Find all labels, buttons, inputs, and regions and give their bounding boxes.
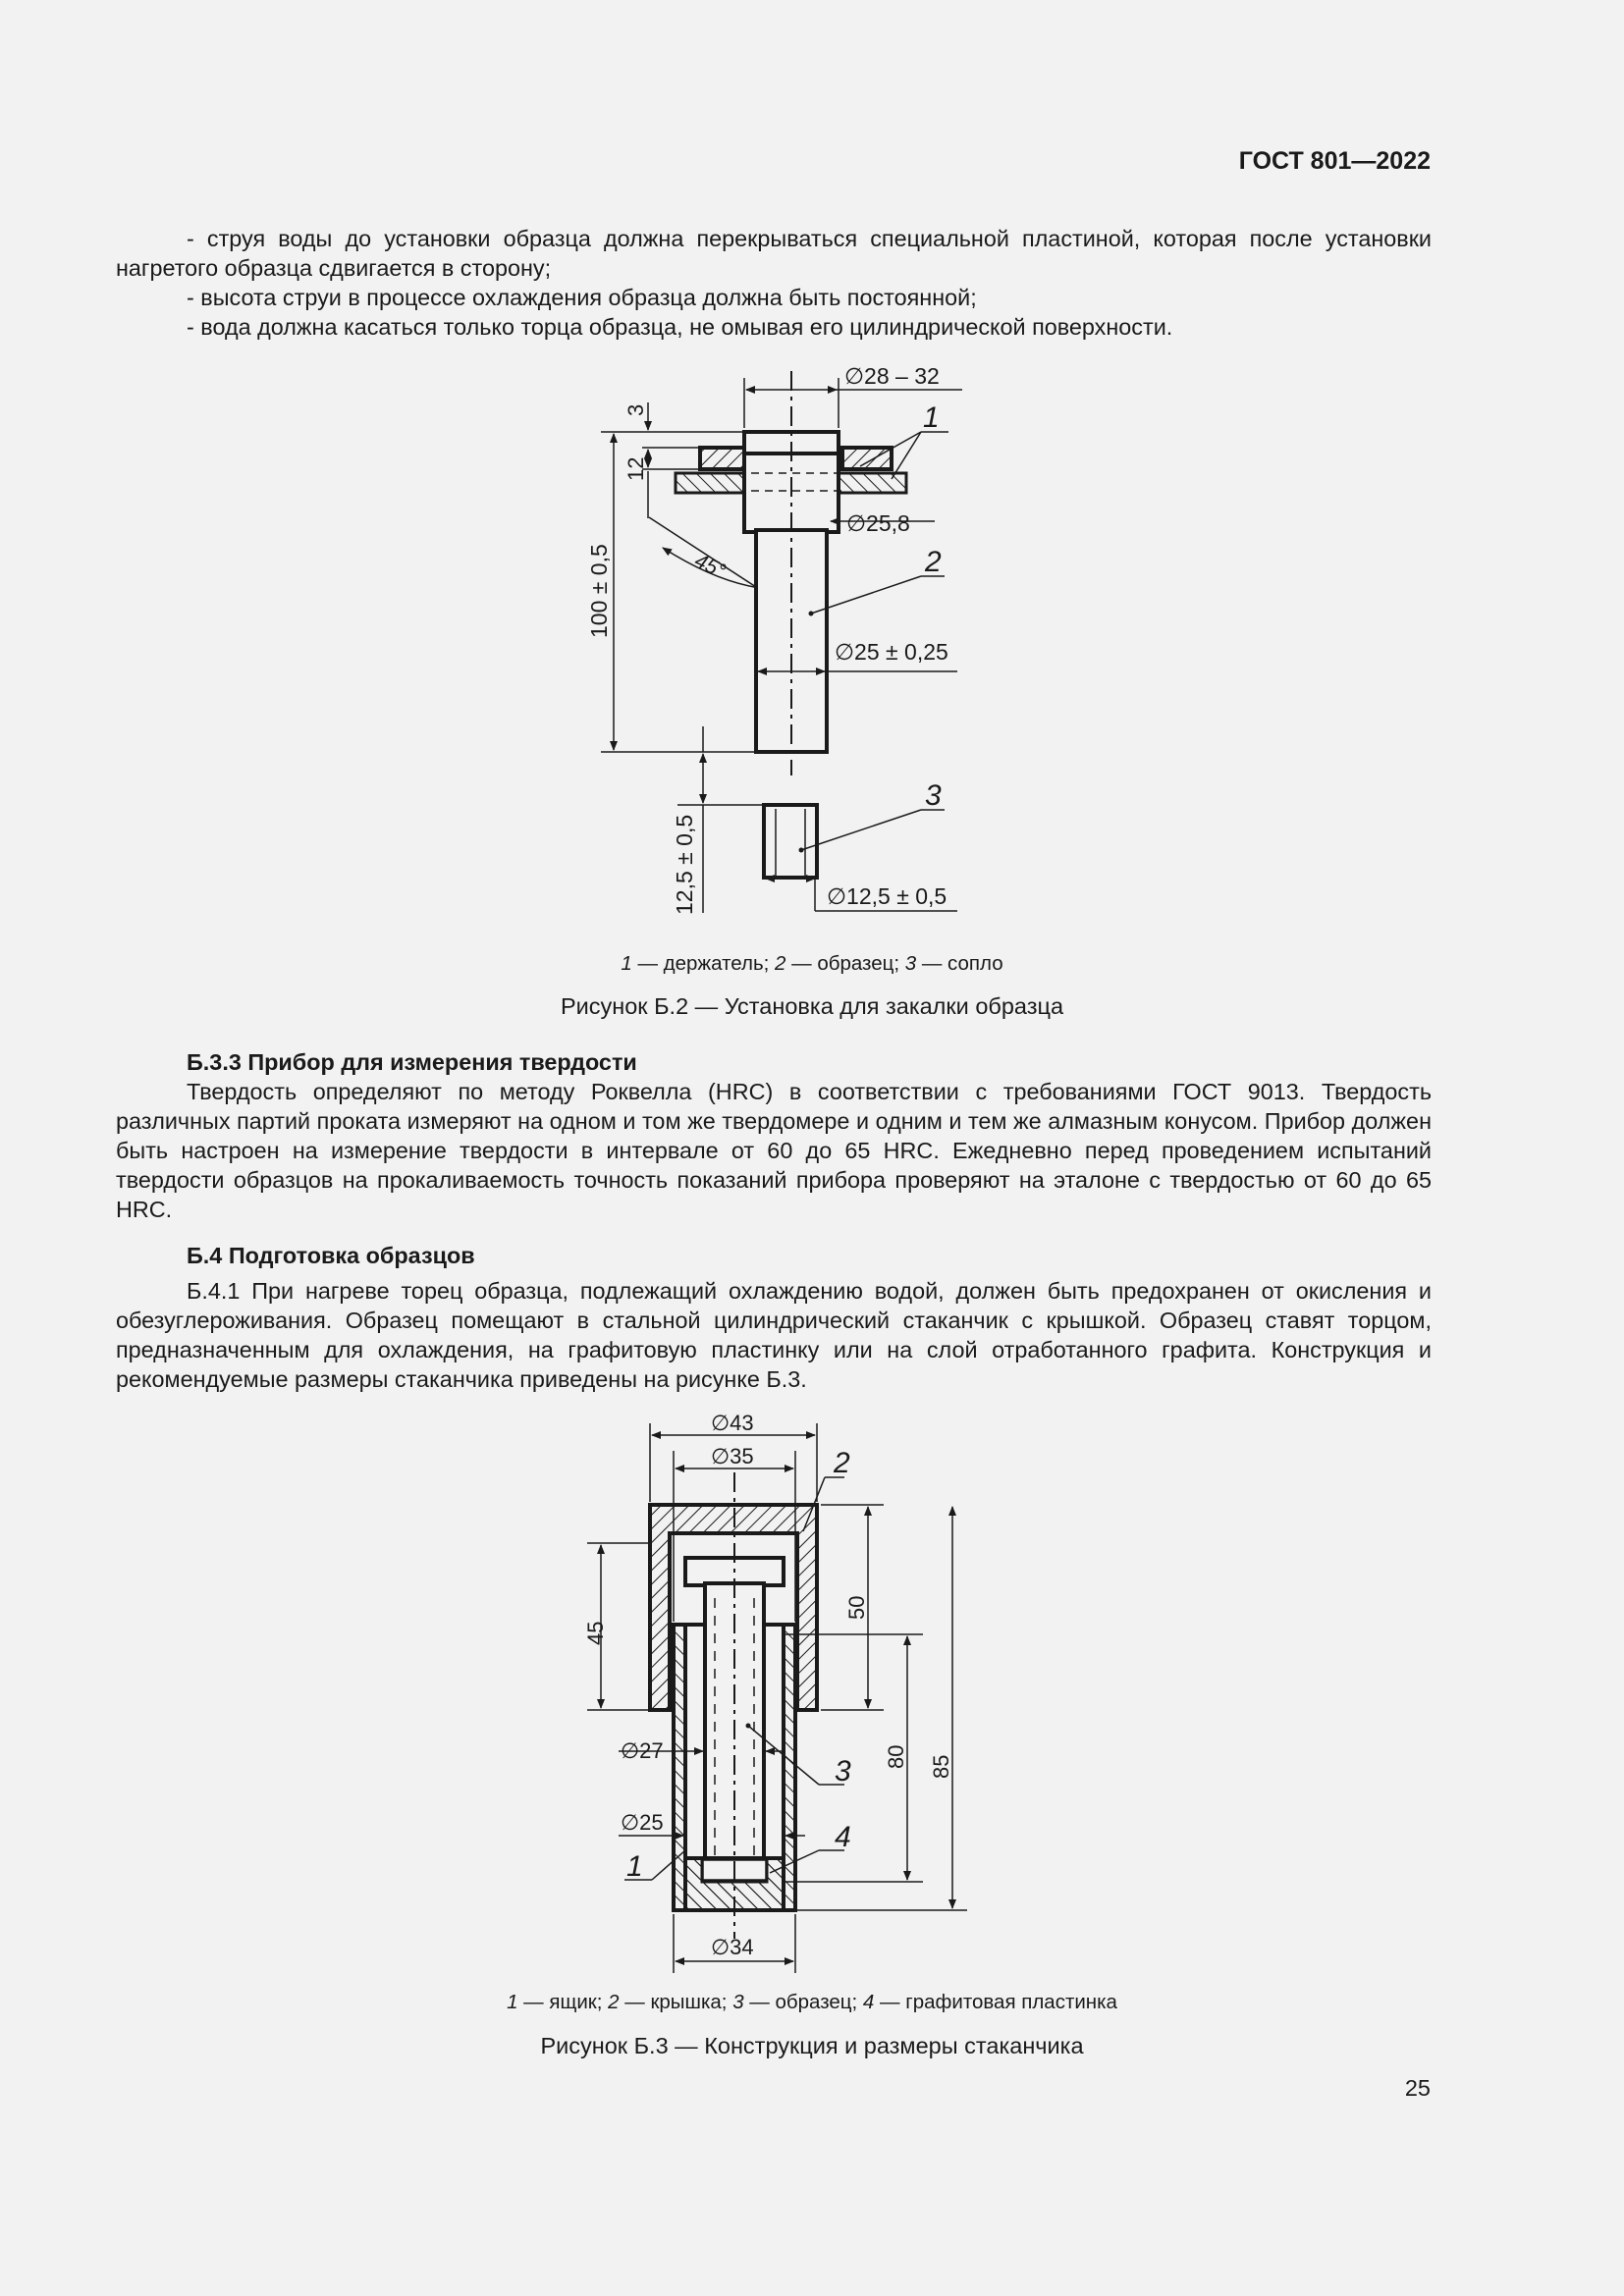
dim-d25-8: ∅25,8: [846, 510, 910, 536]
dim-d43: ∅43: [711, 1411, 754, 1435]
dim-d35: ∅35: [711, 1444, 754, 1468]
dim-d25-b3: ∅25: [621, 1810, 664, 1835]
dim-h3: 3: [623, 403, 648, 416]
section-b4-text: Б.4.1 При нагреве торец образца, подлежащий охлаждению водой, должен быть предохранен от окисления и обезуглероживания. Образец помещают в стальной цилиндрический стаканчик с крышкой. Образец ставят торцом, предназначенным для охлаждения, на графитовую пластинку или на слой отработанного графита. Конструкция и рекомендуемые размеры стаканчика приведены на рисунке Б.3.: [116, 1278, 1432, 1392]
label-4-b3: 4: [835, 1821, 851, 1853]
figure-b2-legend: 1 — держатель; 2 — образец; 3 — сопло: [621, 952, 1003, 975]
dim-d28-32: ∅28 – 32: [844, 363, 940, 389]
dim-h12: 12: [623, 456, 648, 481]
label-1-b3: 1: [626, 1850, 643, 1883]
dim-h80: 80: [884, 1744, 908, 1769]
figure-b3-caption: Рисунок Б.3 — Конструкция и размеры стаканчика: [540, 2033, 1084, 2058]
label-2-b3: 2: [834, 1447, 850, 1479]
label-3: 3: [925, 779, 942, 812]
section-b4-heading: Б.4 Подготовка образцов: [187, 1243, 475, 1268]
label-1: 1: [923, 401, 940, 434]
dim-d34: ∅34: [711, 1935, 754, 1959]
label-3-b3: 3: [835, 1755, 851, 1788]
section-b33-text: Твердость определяют по методу Роквелла (HRC) в соответствии с требованиями ГОСТ 9013. Твердость различных партий проката измеряют на одном и том же твердомере и одним и тем же алмазным конусом. Прибор должен быть настроен на измерение твердости в интервале от 60 до 65 HRC. Ежедневно перед проведением испытаний твердости образцов на прокаливаемость точность показаний прибора проверяют на эталоне с твердостью от 60 до 65 HRC.: [116, 1079, 1432, 1222]
dim-h50: 50: [844, 1595, 869, 1620]
label-2: 2: [925, 546, 942, 578]
dim-d12-5: ∅12,5 ± 0,5: [827, 883, 947, 909]
dim-h100: 100 ± 0,5: [586, 544, 612, 638]
figure-b2-caption: Рисунок Б.2 — Установка для закалки образца: [560, 993, 1064, 1019]
intro-item: - высота струи в процессе охлаждения образца должна быть постоянной;: [187, 285, 977, 310]
dim-d27: ∅27: [621, 1738, 664, 1763]
dim-h12-5: 12,5 ± 0,5: [672, 814, 697, 915]
dim-h45: 45: [583, 1621, 608, 1645]
intro-item: - вода должна касаться только торца образца, не омывая его цилиндрической поверхности.: [187, 314, 1173, 340]
standard-header: ГОСТ 801—2022: [1238, 147, 1431, 175]
intro-item: - струя воды до установки образца должна перекрываться специальной пластиной, которая после установки нагретого образца сдвигается в сторону;: [116, 226, 1432, 281]
dim-h85: 85: [929, 1754, 953, 1779]
page-number: 25: [1404, 2075, 1431, 2101]
figure-b3-legend: 1 — ящик; 2 — крышка; 3 — образец; 4 — графитовая пластинка: [507, 1991, 1117, 2013]
dim-d25: ∅25 ± 0,25: [835, 639, 948, 665]
section-b33-heading: Б.3.3 Прибор для измерения твердости: [187, 1049, 637, 1075]
dim-angle: 45°: [690, 549, 730, 583]
